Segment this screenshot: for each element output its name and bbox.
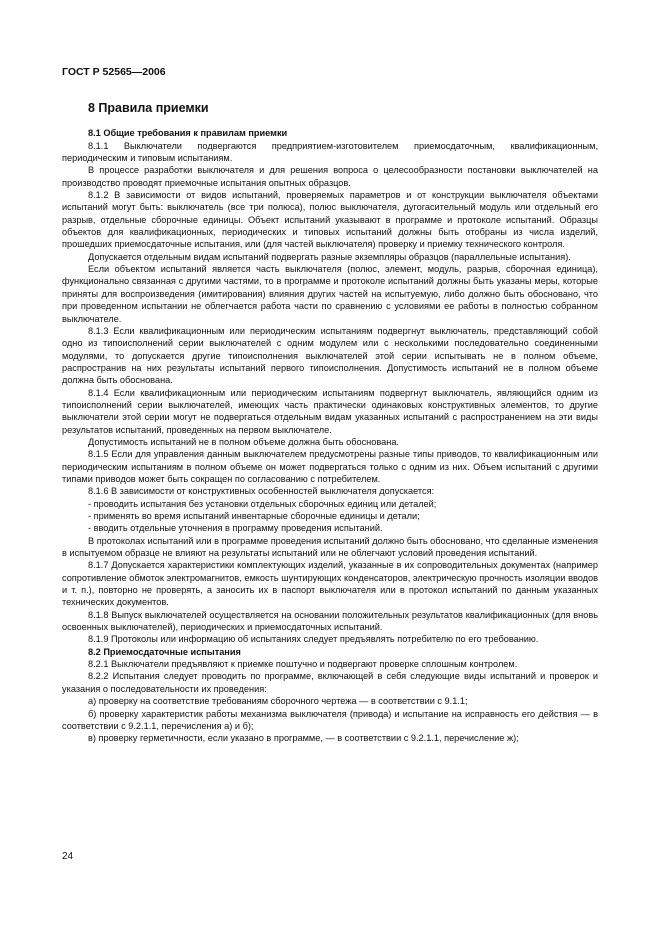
paragraph: 8.1.3 Если квалификационным или периодическим испытаниям подвергнут выключатель, представляющий собой одно из типоисполнений серии выключателей с одним модулем или с несколькими последовательно соединенными модулями, то допускается другие типоисполнения выключателей этой серии испытывать не в полном объеме, распространив на них результаты испытаний первого типоисполнения. Допустимость испытаний не в полном объеме должна быть обоснована. <box>62 325 598 386</box>
paragraph: 8.2.1 Выключатели предъявляют к приемке поштучно и подвергают проверке сплошным контролем. <box>88 659 518 670</box>
paragraph: Если объектом испытаний является часть выключателя (полюс, элемент, модуль, разрыв, сборочная единица), функционально связанная с другими частями, то в программе и протоколе испытаний должны быть указаны меры, которые приняты для воспроизведения (имитирования) влияния других частей на испытуемую, либо должно быть обосновано, что при проведенном испытании не облегчается работа части по сравнению с условиями ее работы в полностью собранном выключателе. <box>62 264 598 324</box>
paragraph: 8.1.5 Если для управления данным выключателем предусмотрены разные типы приводов, то квалификационным или периодическим испытаниям в полном объеме он может подвергаться только с одним из них. Объем испытаний с другими типами приводов может быть сокращен по согласованию с потребителем. <box>62 449 598 484</box>
paragraph: 8.1.8 Выпуск выключателей осуществляется на основании положительных результатов квалификационных (для вновь освоенных выключателей), периодических и приемосдаточных испытаний. <box>62 609 598 633</box>
paragraph: 8.1.6 В зависимости от конструктивных особенностей выключателя допускается: <box>88 486 435 497</box>
list-item: а) проверку на соответствие требованиям сборочного чертежа — в соответствии с 9.1.1; <box>88 696 468 707</box>
paragraph: 8.2.2 Испытания следует проводить по программе, включающей в себя следующие виды испытаний и проверок и указания о последовательности их проведения: <box>62 671 598 694</box>
list-item: в) проверку герметичности, если указано в программе, — в соответствии с 9.2.1.1, перечисление ж); <box>88 733 519 744</box>
list-item: - проводить испытания без установки отдельных сборочных единиц или деталей; <box>88 498 437 509</box>
paragraph: В протоколах испытаний или в программе проведения испытаний должно быть обосновано, что сделанные изменения в испытуемом образце не влияют на результаты испытаний или не облегчают условий проведения испытаний. <box>62 535 598 559</box>
list-item: - применять во время испытаний инвентарные сборочные единицы и детали; <box>88 511 420 521</box>
list-item: б) проверку характеристик работы механизма выключателя (привода) и испытание на исправность его действия — в соответствии с 9.2.1.1, перечисления а) и б); <box>62 708 598 731</box>
paragraph: Допускается отдельным видам испытаний подвергать разные экземпляры образцов (параллельные испытания). <box>88 251 571 262</box>
paragraph: 8.1.4 Если квалификационным или периодическим испытаниям подвергнут выключатель, являющийся одним из типоисполнений серии выключателей, имеющих часть практически одинаковых конструктивных элементов, то другие выключатели этой серии могут не подвергаться отдельным видам указанных испытаний с распространением на эти виды результатов испытаний, проведенных на первом выключателе. <box>62 387 598 435</box>
paragraph: 8.1.7 Допускается характеристики комплектующих изделий, указанные в их сопроводительных документах (например сопротивление обмоток электромагнитов, емкость шунтирующих конденсаторов, электрическую прочность изоляции вводов и т. п.), повторно не проверять, а заносить их в паспорт выключателя или в протокол испытаний по данным указанных технических документов. <box>62 560 598 608</box>
page-number: 24 <box>62 851 74 862</box>
standard-id: ГОСТ Р 52565—2006 <box>62 66 166 78</box>
paragraph: 8.1.2 В зависимости от видов испытаний, проверяемых параметров и от конструкции выключателя объектами испытаний могут быть: выключатель (все три полюса), полюс выключателя, дугогасительный модуль или отдельный его разрыв, отдельные сборочные единицы. Объект испытаний указывают в программе и протоколе испытаний. Образцы объектов для квалификационных, периодических и типовых испытаний должны быть отобраны из числа изделий, прошедших приемосдаточные испытания, или (для частей выключателя) проверку и приемку технического контроля. <box>62 190 598 250</box>
subsection-title: 8.1 Общие требования к правилам приемки <box>88 128 288 139</box>
paragraph: Допустимость испытаний не в полном объеме должна быть обоснована. <box>88 436 399 447</box>
paragraph: 8.1.9 Протоколы или информацию об испытаниях следует предъявлять потребителю по его требованию. <box>88 634 539 645</box>
list-item: - вводить отдельные уточнения в программу проведения испытаний. <box>88 523 383 534</box>
paragraph: В процессе разработки выключателя и для решения вопроса о целесообразности постановки выключателей на производство проводят приемочные испытания опытных образцов. <box>62 165 598 188</box>
section-title: 8 Правила приемки <box>88 101 209 115</box>
page-content <box>62 102 598 745</box>
subsection-title: 8.2 Приемосдаточные испытания <box>88 646 241 657</box>
paragraph: 8.1.1 Выключатели подвергаются предприятием-изготовителем приемосдаточным, квалификационным, периодическим и типовым испытаниям. <box>62 140 598 164</box>
